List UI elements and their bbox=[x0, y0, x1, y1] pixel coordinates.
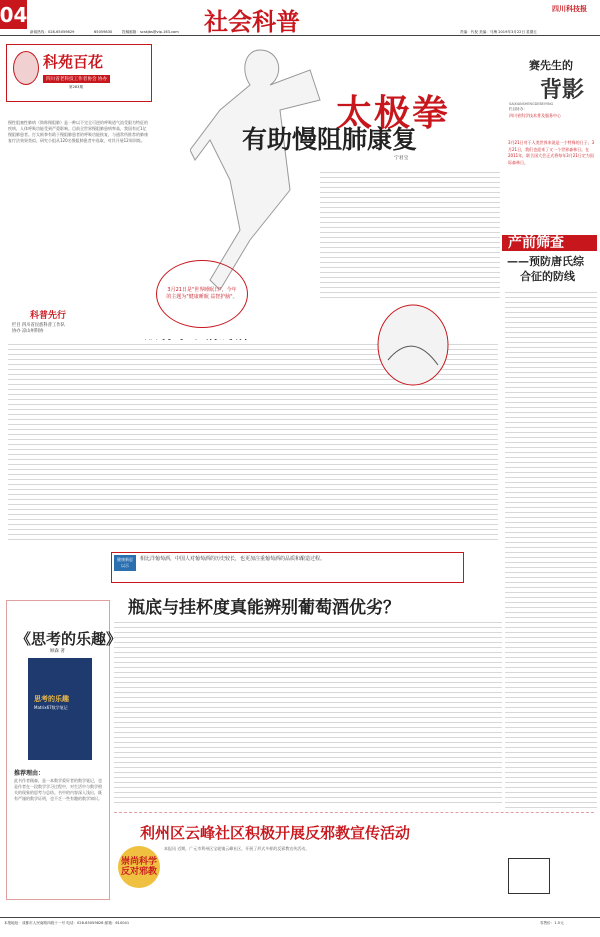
book-rec-label: 推荐理由： bbox=[14, 770, 45, 777]
page-number: 04 bbox=[0, 0, 27, 29]
taiji-author: 宁君宝 bbox=[394, 156, 409, 161]
prenatal-body bbox=[505, 288, 597, 808]
wine-intro-label: 健康新思 以示 bbox=[114, 555, 136, 571]
footer bbox=[0, 917, 600, 937]
hotline-label: 新闻热线：028-65059829 bbox=[30, 30, 75, 34]
yuncui-title: 利州区云峰社区积极开展反邪教宣传活动 bbox=[140, 824, 411, 842]
guest-column-label: 栏目协办： bbox=[509, 107, 527, 111]
kepu-issue: 第283期 bbox=[69, 85, 84, 89]
kepu-box bbox=[6, 44, 152, 102]
book-cover-sub: Matrix67数学笔记 bbox=[34, 705, 68, 710]
header-info-bar bbox=[0, 29, 600, 36]
email-label: 投稿邮箱：scskjbs@vip.163.com bbox=[122, 30, 179, 34]
kepu-title: 科苑百花 bbox=[43, 53, 104, 71]
guren-line-1: 栏目 四川省民族科普工作队 bbox=[12, 323, 65, 328]
yuncui-author: 本报讯 近期，广元市利州区宝轮镇云峰社区，开展了形式多样的反邪教宣传活动。 bbox=[164, 846, 310, 851]
prenatal-sub-2: 合征的防线 bbox=[520, 270, 575, 283]
taiji-body-left: 慢性阻塞性肺病（简称慢阻肺）是一种以不完全可逆的呼吸道气流受限为特征的疾病，人体呼吸功能受到严重影响。目前全世界慢阻肺患病率高，我国有近1亿慢阻肺患者。打太极拳有助于慢阻肺患者的呼吸功能恢复，与通常所推荐的肺康复疗法效果类似。研究小组从120名慢阻肺患者中选取，对其开展12周训练。 bbox=[8, 120, 148, 143]
guest-bei: 背影 bbox=[540, 77, 585, 103]
wine-intro-text: 相比洋葡萄酒，中国人对葡萄酒的历史较长，也更加注重葡萄酒的品质和酿造过程。 bbox=[140, 556, 326, 562]
kepu-logo-icon bbox=[13, 51, 39, 85]
guest-intro: 3月21日对于人类世界来说是一个特殊的日子。3月21日，我们也迎来了又一个世界森林日。在2011年，联合国大会正式将每年3月21日定为国际森林日。 bbox=[508, 140, 595, 165]
paper-name: 四川科技报 bbox=[552, 5, 587, 13]
taiji-figure-image bbox=[190, 40, 330, 295]
footer-price: 零售价：1.5元 bbox=[540, 921, 564, 925]
badge-text: 崇尚科学 反对邪教 bbox=[120, 857, 157, 877]
kepu-sub: 四川省老科技工作者协会 协办 bbox=[43, 75, 110, 83]
editor-info: 责编：代倪 美编：马梅 2019年3月22日 星期五 bbox=[460, 30, 537, 34]
book-cover-title: 思考的乐趣 bbox=[34, 695, 69, 703]
ancient-figure-image bbox=[368, 290, 458, 390]
wine-title: 瓶底与挂杯度真能辨别葡萄酒优劣？ bbox=[128, 598, 400, 618]
taiji-body-columns bbox=[320, 168, 500, 298]
anti-cult-badge-icon bbox=[118, 846, 160, 888]
book-body: 此书作者顾森，是一本数学爱好者的数学笔记，也是作者在一段数学学习过程中，对生活中与数学相关的现象的思考与总结。书中的内容深入浅出，既有严谨的数学证明，也不乏一些有趣的数学知识。 bbox=[14, 778, 102, 801]
taiji-title-1: 太极拳 bbox=[336, 92, 451, 134]
wine-intro-box bbox=[111, 552, 464, 583]
footer-address: 本报地址：成都市人民南路四段十一号 电话：028-65059826 邮箱：610041 bbox=[4, 921, 130, 925]
prenatal-head: 产前筛查 bbox=[502, 235, 597, 251]
guest-sub: 四川省科学技术普及服务中心 bbox=[509, 113, 561, 118]
hotline-2: 65059830 bbox=[94, 30, 113, 34]
qr-code-icon bbox=[508, 858, 550, 894]
book-author: 顾森 著 bbox=[50, 649, 65, 654]
sleep-day-quote bbox=[156, 260, 248, 328]
guren-title: 科普先行 bbox=[30, 311, 67, 321]
guest-title: 赛先生的 bbox=[529, 59, 573, 72]
wine-body bbox=[114, 618, 502, 806]
guest-en: SAIXIANSHENGDEBEIYING bbox=[509, 102, 554, 106]
guren-line-2: 协办 凉山州科协 bbox=[12, 329, 44, 334]
taiji-title-2: 有助慢阻肺康复 bbox=[242, 125, 418, 154]
quote-text: 3月21日是"世界睡眠日"，今年的主题为"健康睡眠 益智护脑"。 bbox=[166, 287, 238, 300]
prenatal-sub-1: ——预防唐氏综 bbox=[507, 255, 584, 268]
section-title: 社会科普 bbox=[204, 7, 300, 36]
book-title: 《思考的乐趣》 bbox=[16, 630, 122, 648]
